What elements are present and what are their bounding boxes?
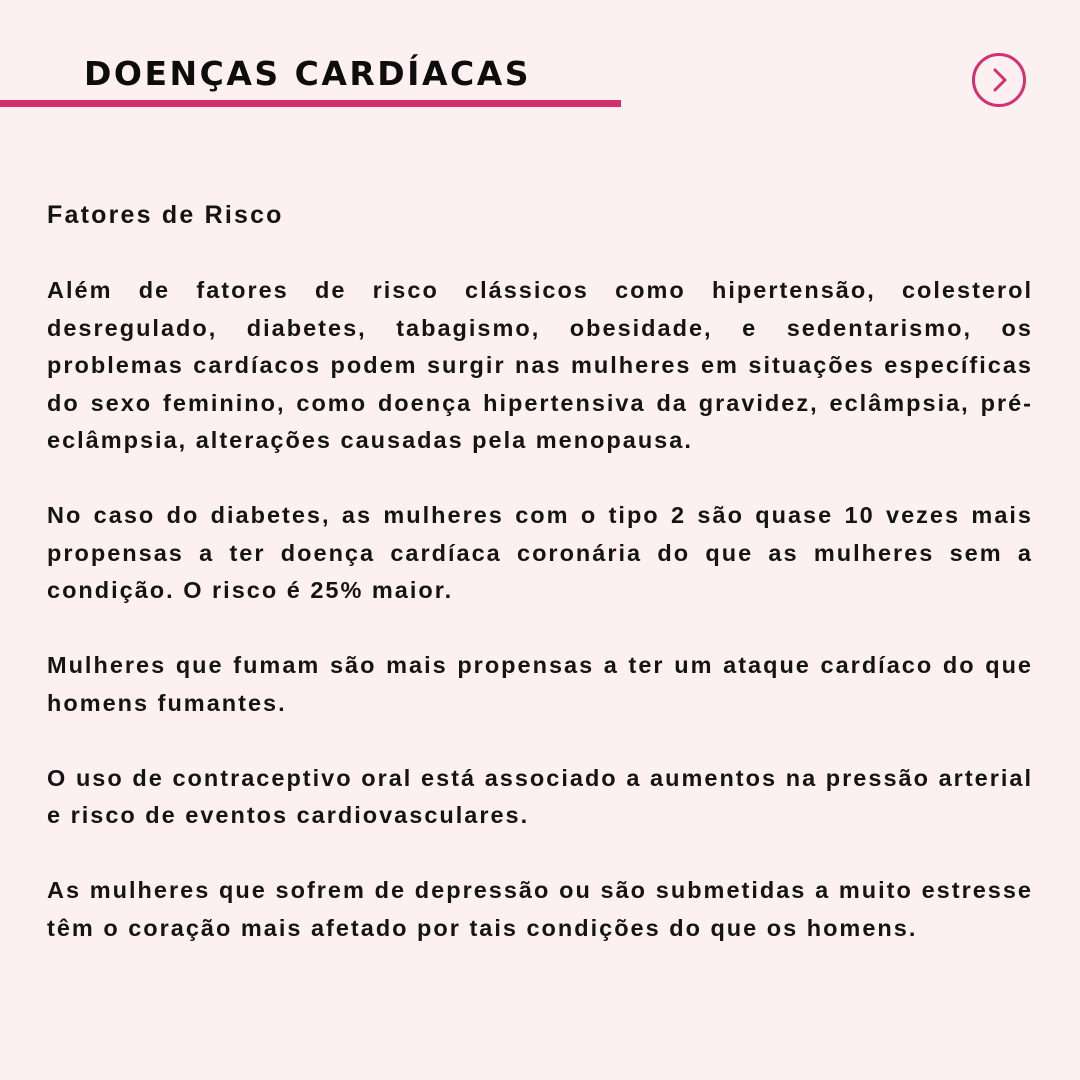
chevron-right-icon xyxy=(975,56,1023,104)
paragraph-classic-risk-factors: Além de fatores de risco clássicos como hipertensão, colesterol desregulado, diabetes, tabagismo, obesidade, e sedentarismo, os problemas cardíacos podem surgir nas mulheres em situações específicas do sexo feminino, como doença hipertensiva da gravidez, eclâmpsia, pré-eclâmpsia, alterações causadas pela menopausa. xyxy=(47,277,1033,453)
paragraph-contraceptive: O uso de contraceptivo oral está associado a aumentos na pressão arterial e risco de eventos cardiovasculares. xyxy=(47,764,1033,828)
title-underline xyxy=(0,100,621,107)
section-title: Fatores de Risco xyxy=(47,201,284,229)
paragraph-depression: As mulheres que sofrem de depressão ou são submetidas a muito estresse têm o coração mais afetado por tais condições do que os homens. xyxy=(47,877,1033,941)
next-button[interactable] xyxy=(972,53,1026,107)
article-body xyxy=(47,197,1033,985)
paragraph-diabetes: No caso do diabetes, as mulheres com o tipo 2 são quase 10 vezes mais propensas a ter doença cardíaca coronária do que as mulheres sem a condição. O risco é 25% maior. xyxy=(47,502,1033,603)
paragraph-smoking: Mulheres que fumam são mais propensas a ter um ataque cardíaco do que homens fumantes. xyxy=(47,652,1033,716)
page-title: DOENÇAS CARDÍACAS xyxy=(84,54,532,93)
